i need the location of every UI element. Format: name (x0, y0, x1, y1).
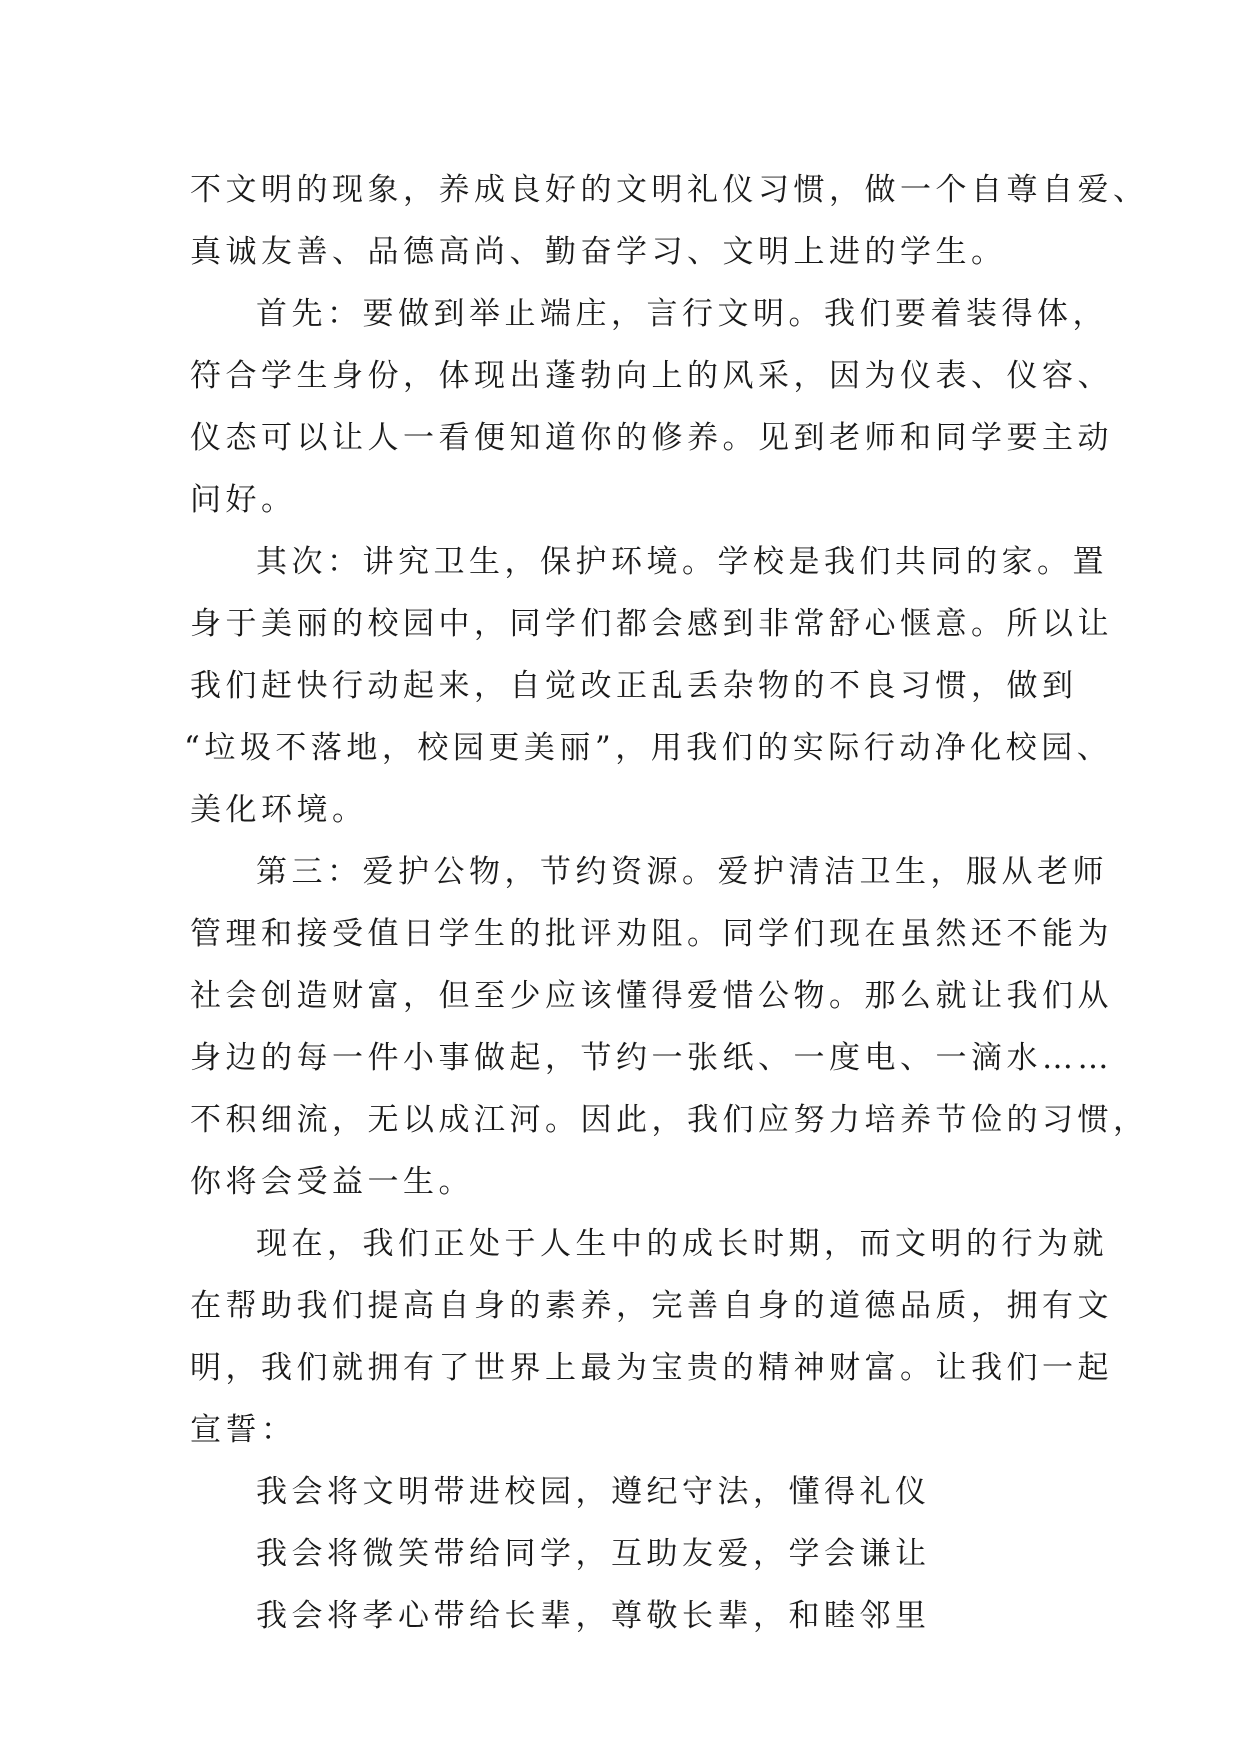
text-line: 美化环境。 (190, 792, 368, 828)
text-line: “垃圾不落地，校园更美丽”，用我们的实际行动净化校园、 (184, 730, 1113, 766)
text-line: 社会创造财富，但至少应该懂得爱惜公物。那么就让我们从 (190, 978, 1113, 1014)
paragraph-first-line: 首先：要做到举止端庄，言行文明。我们要着装得体， (256, 296, 1108, 332)
text-line: 不文明的现象，养成良好的文明礼仪习惯，做一个自尊自爱、 (190, 172, 1149, 208)
text-line: 真诚友善、品德高尚、勤奋学习、文明上进的学生。 (190, 234, 1007, 270)
text-line: 你将会受益一生。 (190, 1164, 474, 1200)
paragraph-first-line: 其次：讲究卫生，保护环境。学校是我们共同的家。置 (256, 544, 1108, 580)
pledge-line: 我会将孝心带给长辈，尊敬长辈，和睦邻里 (256, 1598, 931, 1634)
text-line: 不积细流，无以成江河。因此，我们应努力培养节俭的习惯， (190, 1102, 1149, 1138)
paragraph-first-line: 第三：爱护公物，节约资源。爱护清洁卫生，服从老师 (256, 854, 1108, 890)
text-line: 仪态可以让人一看便知道你的修养。见到老师和同学要主动 (190, 420, 1113, 456)
text-line: 在帮助我们提高自身的素养，完善自身的道德品质，拥有文 (190, 1288, 1113, 1324)
text-line: 身于美丽的校园中，同学们都会感到非常舒心惬意。所以让 (190, 606, 1113, 642)
text-line: 宣誓： (190, 1412, 297, 1448)
text-line: 问好。 (190, 482, 297, 518)
paragraph-first-line: 现在，我们正处于人生中的成长时期，而文明的行为就 (256, 1226, 1108, 1262)
text-line: 我们赶快行动起来，自觉改正乱丢杂物的不良习惯，做到 (190, 668, 1078, 704)
text-line: 管理和接受值日学生的批评劝阻。同学们现在虽然还不能为 (190, 916, 1113, 952)
text-line: 符合学生身份，体现出蓬勃向上的风采，因为仪表、仪容、 (190, 358, 1113, 394)
pledge-line: 我会将微笑带给同学，互助友爱，学会谦让 (256, 1536, 931, 1572)
text-line: 身边的每一件小事做起，节约一张纸、一度电、一滴水…… (190, 1040, 1113, 1076)
pledge-line: 我会将文明带进校园，遵纪守法，懂得礼仪 (256, 1474, 931, 1510)
text-line: 明，我们就拥有了世界上最为宝贵的精神财富。让我们一起 (190, 1350, 1113, 1386)
